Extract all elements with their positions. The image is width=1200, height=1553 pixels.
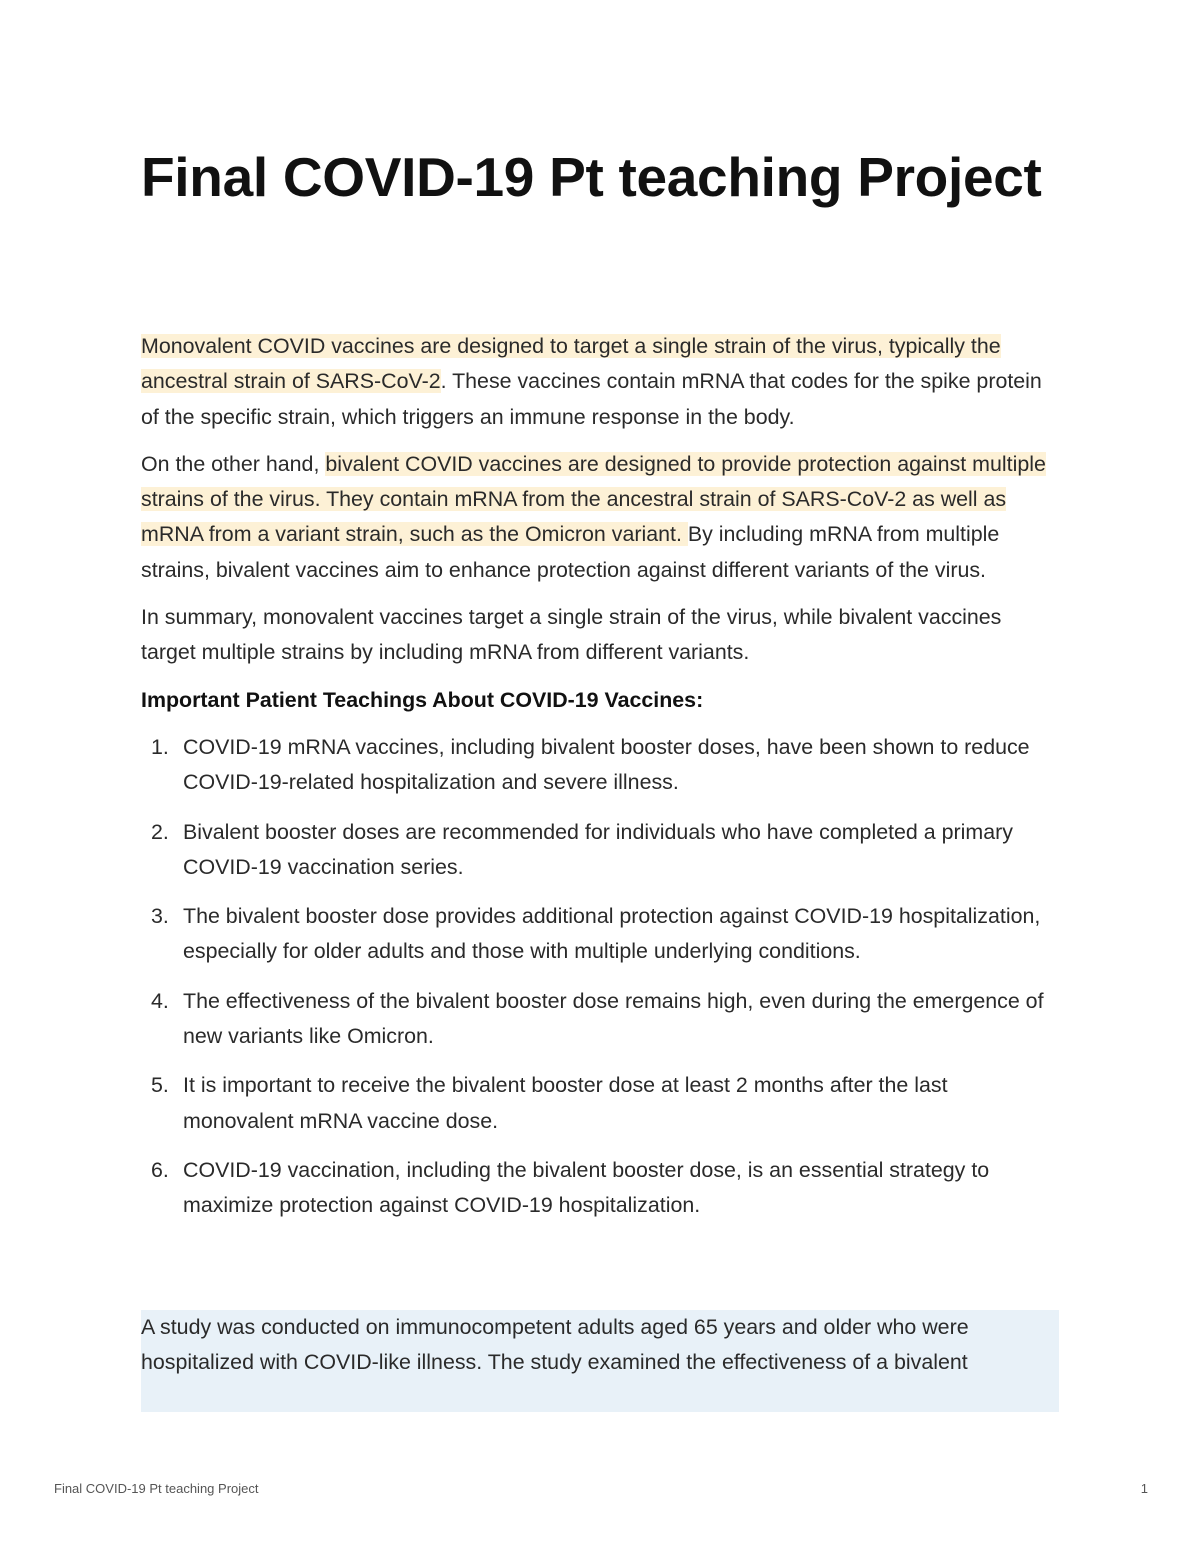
highlighted-text: bivalent COVID vaccines are designed to provide protection against multiple strains of the virus. They contain mRNA from the ancestral strain of SARS-CoV-2 as well as mRNA from a variant strain, such as the Omicron variant.	[141, 451, 1046, 547]
document-body	[141, 329, 1059, 1238]
section-heading: Important Patient Teachings About COVID-19 Vaccines:	[141, 687, 704, 712]
paragraph-text: On the other hand,	[141, 451, 326, 476]
list-item	[141, 1068, 1059, 1139]
list-number: 4.	[151, 988, 169, 1013]
list-item-text: The bivalent booster dose provides additional protection against COVID-19 hospitalization, especially for older adults and those with multiple underlying conditions.	[183, 904, 1041, 964]
footer-page-number: 1	[1140, 1481, 1148, 1496]
callout-text: A study was conducted on immunocompetent adults aged 65 years and older who were hospitalized with COVID-like illness. The study examined the effectiveness of a bivalent	[141, 1315, 969, 1375]
list-item-text: It is important to receive the bivalent booster dose at least 2 months after the last monovalent mRNA vaccine dose.	[183, 1073, 948, 1133]
list-item-text: COVID-19 vaccination, including the bivalent booster dose, is an essential strategy to maximize protection against COVID-19 hospitalization.	[183, 1157, 990, 1218]
list-item	[141, 899, 1059, 970]
footer-title: Final COVID-19 Pt teaching Project	[54, 1481, 259, 1496]
highlighted-text: Monovalent COVID vaccines are designed to target a single strain of the virus, typically the ancestral strain of SARS-CoV-2	[141, 334, 1001, 394]
list-item-text: COVID-19 mRNA vaccines, including bivalent booster doses, have been shown to reduce COVID-19-related hospitalization and severe illness.	[183, 734, 1030, 795]
list-item-text: The effectiveness of the bivalent booster dose remains high, even during the emergence of new variants like Omicron.	[183, 988, 1044, 1049]
paragraph-bivalent	[141, 447, 1059, 588]
list-item	[141, 984, 1059, 1055]
paragraph-summary: In summary, monovalent vaccines target a single strain of the virus, while bivalent vaccines target multiple strains by including mRNA from different variants.	[141, 605, 1002, 665]
list-item	[141, 815, 1059, 886]
list-number: 2.	[151, 819, 169, 844]
list-item-text: Bivalent booster doses are recommended for individuals who have completed a primary COVID-19 vaccination series.	[183, 819, 1013, 879]
paragraph-monovalent	[141, 329, 1059, 435]
list-number: 6.	[151, 1157, 169, 1182]
paragraph-text: By including mRNA from multiple strains, bivalent vaccines aim to enhance protection against different variants of the virus.	[141, 522, 1000, 582]
list-item	[141, 1153, 1059, 1224]
document-title: Final COVID-19 Pt teaching Project	[141, 146, 1042, 208]
list-number: 3.	[151, 904, 169, 929]
list-number: 5.	[151, 1073, 169, 1098]
list-number: 1.	[151, 734, 169, 759]
paragraph-text: . These vaccines contain mRNA that codes for the spike protein of the specific strain, which triggers an immune response in the body.	[141, 369, 1042, 429]
teaching-list	[141, 730, 1059, 1224]
list-item	[141, 730, 1059, 801]
